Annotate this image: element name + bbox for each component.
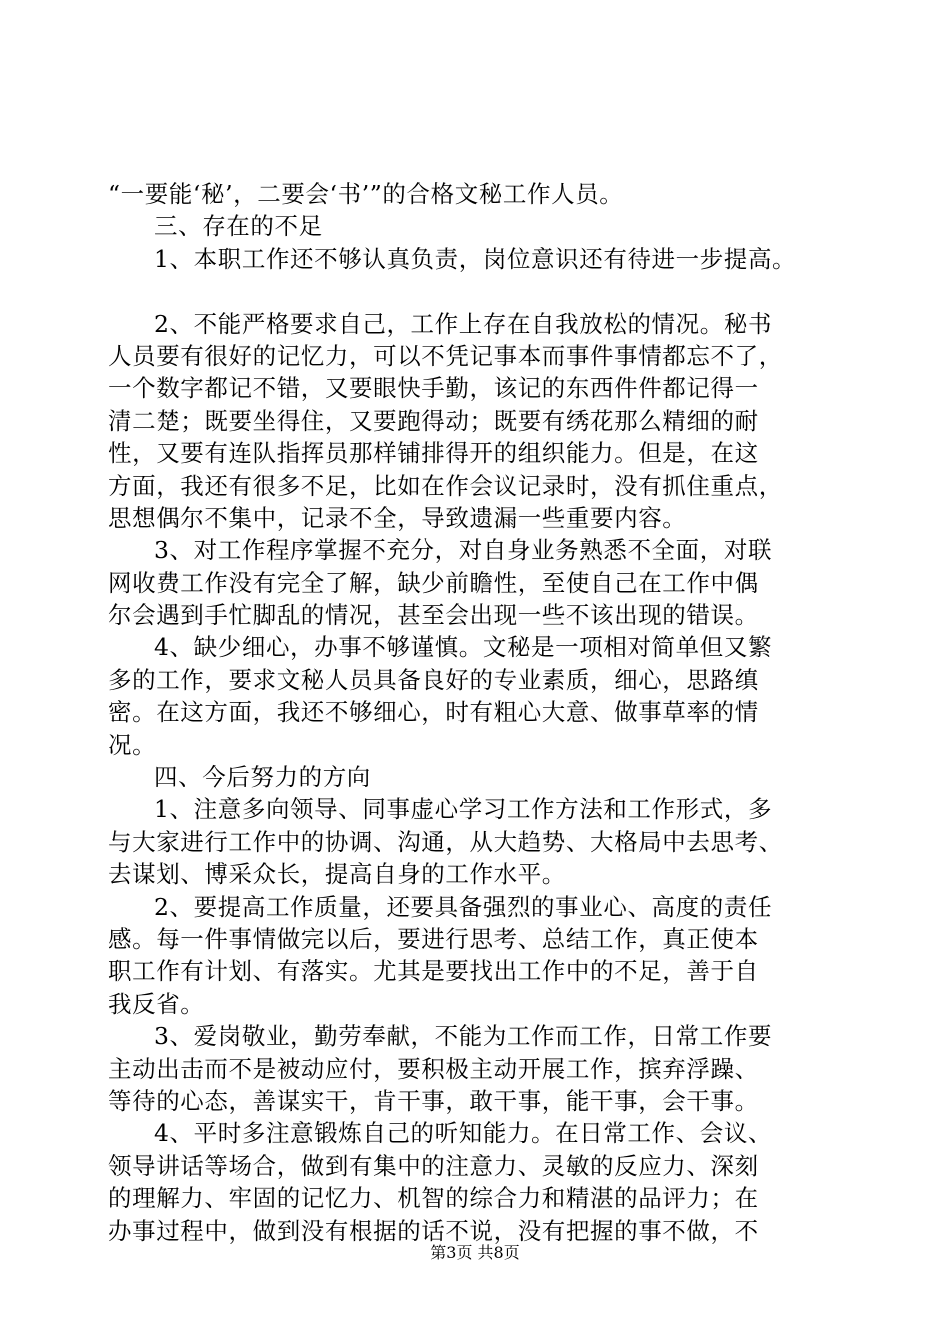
text-line: 去谋划、博采众长，提高自身的工作水平。: [108, 860, 566, 889]
text-line: 领导讲话等场合，做到有集中的注意力、灵敏的反应力、深刻: [108, 1151, 759, 1180]
text-line: 1、注意多向领导、同事虚心学习工作方法和工作形式，多: [154, 795, 773, 824]
text-line: 一个数字都记不错，又要眼快手勤，该记的东西件件都记得一: [108, 374, 759, 403]
text-line: 的理解力、牢固的记忆力、机智的综合力和精湛的品评力；在: [108, 1184, 759, 1213]
text-line: 4、缺少细心，办事不够谨慎。文秘是一项相对简单但又繁: [154, 633, 773, 662]
text-line: 况。: [108, 730, 157, 759]
text-line: 职工作有计划、有落实。尤其是要找出工作中的不足，善于自: [108, 957, 759, 986]
text-line: 与大家进行工作中的协调、沟通，从大趋势、大格局中去思考、: [108, 827, 783, 856]
text-line: 清二楚；既要坐得住，又要跑得动；既要有绣花那么精细的耐: [108, 406, 759, 435]
page-number-footer: 第3页 共8页: [430, 1243, 520, 1262]
text-line: 我反省。: [108, 989, 205, 1018]
text-line: 等待的心态，善谋实干，肯干事，敢干事，能干事，会干事。: [108, 1086, 759, 1115]
section-heading: 三、存在的不足: [154, 212, 323, 241]
text-line: 人员要有很好的记忆力，可以不凭记事本而事件事情都忘不了，: [108, 341, 783, 370]
text-line: 主动出击而不是被动应付，要积极主动开展工作，摈弃浮躁、: [108, 1054, 759, 1083]
text-line: 2、不能严格要求自己，工作上存在自我放松的情况。秘书: [154, 309, 773, 338]
text-line: 方面，我还有很多不足，比如在作会议记录时，没有抓住重点，: [108, 471, 783, 500]
text-line: 4、平时多注意锻炼自己的听知能力。在日常工作、会议、: [154, 1119, 773, 1148]
text-line: 1、本职工作还不够认真负责，岗位意识还有待进一步提高。: [154, 244, 797, 273]
text-line: 2、要提高工作质量，还要具备强烈的事业心、高度的责任: [154, 892, 773, 921]
text-line: 3、爱岗敬业，勤劳奉献，不能为工作而工作，日常工作要: [154, 1022, 773, 1051]
text-line: “一要能‘秘’，二要会‘书’”的合格文秘工作人员。: [108, 180, 624, 208]
paragraph-gap: [108, 275, 848, 307]
text-line: 密。在这方面，我还不够细心，时有粗心大意、做事草率的情: [108, 698, 759, 727]
text-line: 感。每一件事情做完以后，要进行思考、总结工作，真正使本: [108, 924, 759, 953]
text-line: 办事过程中，做到没有根据的话不说，没有把握的事不做，不: [108, 1216, 759, 1245]
text-line: 多的工作，要求文秘人员具备良好的专业素质，细心，思路缜: [108, 665, 759, 694]
text-line: 网收费工作没有完全了解，缺少前瞻性，至使自己在工作中偶: [108, 568, 759, 597]
text-line: 性，又要有连队指挥员那样铺排得开的组织能力。但是，在这: [108, 439, 759, 468]
document-body: [108, 178, 848, 1247]
text-line: 3、对工作程序掌握不充分，对自身业务熟悉不全面，对联: [154, 536, 773, 565]
text-line: 思想偶尔不集中，记录不全，导致遗漏一些重要内容。: [108, 503, 687, 532]
section-heading: 四、今后努力的方向: [154, 763, 371, 792]
text-line: 尔会遇到手忙脚乱的情况，甚至会出现一些不该出现的错误。: [108, 601, 759, 630]
